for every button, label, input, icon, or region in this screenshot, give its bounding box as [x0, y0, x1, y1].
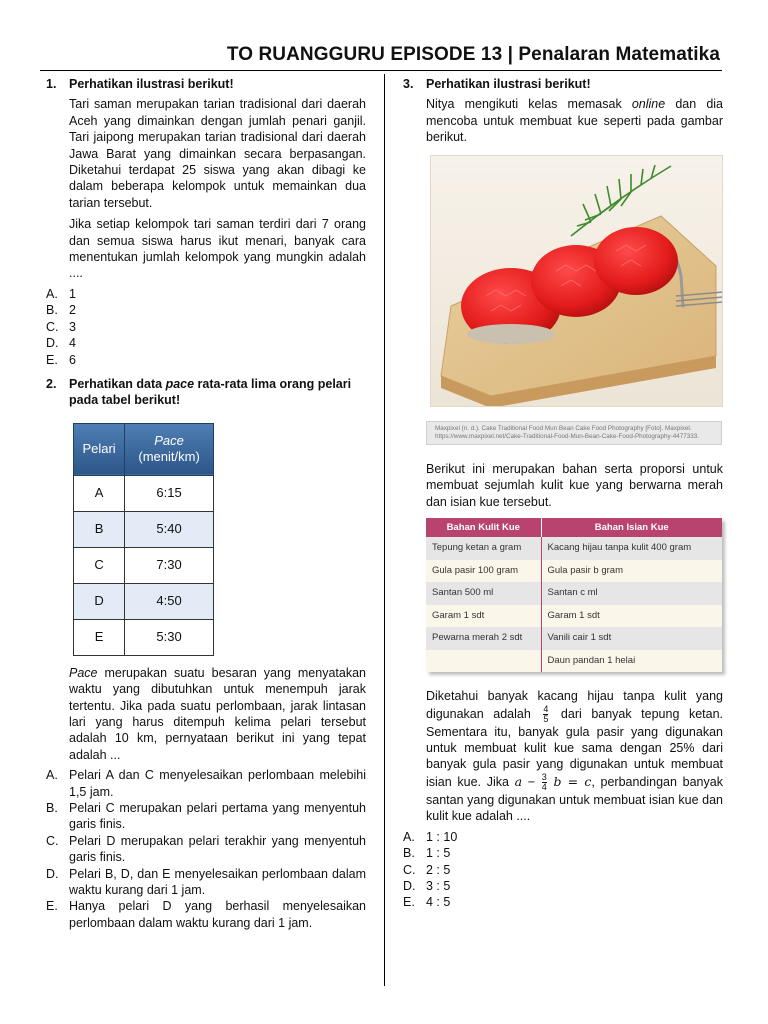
- skin-cell: Tepung ketan a gram: [426, 537, 541, 560]
- paragraph-text: , perbandingan banyak santan yang digunakan untuk membuat isian kue dan kulit kue adalah ....: [426, 774, 723, 824]
- option-text: Hanya pelari D yang berhasil menyelesaikan perlombaan dalam waktu kurang dari 1 jam.: [69, 899, 366, 930]
- skin-cell: Garam 1 sdt: [426, 605, 541, 628]
- page-title: TO RUANGGURU EPISODE 13 | Penalaran Matematika: [226, 44, 720, 65]
- option-letter: E.: [403, 895, 415, 910]
- pace-cell: 5:40: [125, 511, 214, 547]
- filling-cell: Santan c ml: [541, 582, 722, 605]
- table-row: [426, 650, 722, 673]
- option-text: 4: [69, 336, 76, 351]
- question-1-paragraph-1: Tari saman merupakan tarian tradisional dari daerah Aceh yang dimainkan dengan jumlah penari ganjil. Tari jaipong merupakan tarian tradisional dari daerah Jawa Barat yang dimainkan secara berpasangan. Diketahui terdapat 25 siswa yang akan dibagi ke dalam beberapa kelompok untuk memainkan dua tarian tersebut.: [69, 97, 366, 210]
- option-letter: C.: [403, 862, 416, 877]
- paragraph-text: Diketahui banyak kacang hijau tanpa kulit yang digunakan adalah: [426, 689, 723, 721]
- table-row: [426, 537, 722, 560]
- skin-cell: Santan 500 ml: [426, 582, 541, 605]
- fraction-numerator: 3: [541, 771, 547, 782]
- option-text: 3: [69, 319, 76, 334]
- question-3-options: [403, 829, 723, 911]
- option-b[interactable]: [403, 845, 723, 861]
- question-3-title: Perhatikan ilustrasi berikut!: [426, 77, 591, 91]
- cake-photo: [430, 155, 723, 407]
- table-row: [74, 511, 214, 547]
- fraction-three-quarters: [542, 773, 547, 792]
- intro-italic-text: online: [631, 97, 666, 112]
- header-pace-unit: (menit/km): [138, 449, 200, 465]
- option-text: 2 : 5: [426, 862, 451, 877]
- pace-cell: 6:15: [125, 475, 214, 511]
- table-row: [74, 475, 214, 511]
- option-letter: E.: [46, 352, 58, 367]
- table-header-runner: Pelari: [74, 423, 125, 475]
- pace-cell: 7:30: [125, 547, 214, 583]
- option-letter: C.: [46, 319, 59, 334]
- runner-cell: C: [74, 547, 125, 583]
- filling-cell: Vanili cair 1 sdt: [541, 627, 722, 650]
- intro-text: dan dia mencoba untuk membuat kue seperti pada gambar berikut.: [426, 97, 724, 145]
- fraction-four-fifths: [543, 705, 548, 724]
- option-text: Pelari A dan C menyelesaikan perlombaan melebihi 1,5 jam.: [69, 768, 366, 799]
- option-c[interactable]: [46, 833, 366, 866]
- runner-cell: D: [74, 583, 125, 619]
- option-c[interactable]: [403, 862, 723, 878]
- question-2-paragraph: [46, 665, 366, 763]
- option-text: 4 : 5: [426, 895, 451, 910]
- option-letter: A.: [46, 768, 58, 783]
- table-row: [74, 547, 214, 583]
- option-d[interactable]: [46, 866, 366, 899]
- option-letter: D.: [403, 878, 416, 893]
- option-letter: B.: [403, 846, 415, 861]
- option-b[interactable]: [46, 302, 366, 318]
- left-column: [46, 76, 366, 931]
- runner-cell: A: [74, 475, 125, 511]
- pace-cell: 4:50: [125, 583, 214, 619]
- question-3-number: 3.: [403, 77, 414, 91]
- table-row: [426, 627, 722, 650]
- question-2-options: [46, 767, 366, 931]
- question-3-intro: [426, 96, 723, 145]
- option-d[interactable]: [403, 878, 723, 894]
- question-1-heading: [46, 76, 366, 92]
- question-2: [46, 376, 366, 931]
- image-citation: Maxpixel (n. d.). Cake Traditional Food Mun Bean Cake Food Photography [Foto]. Maxpixel. https://www.maxpixel.net/Cake-Traditional-Food-Mun-Bean-Cake-Food-Photography-4477333.: [426, 421, 722, 445]
- skin-cell: Pewarna merah 2 sdt: [426, 627, 541, 650]
- skin-cell: Gula pasir 100 gram: [426, 560, 541, 583]
- question-1-number: 1.: [46, 77, 57, 91]
- table-row: [74, 619, 214, 655]
- ingredients-table-wrapper: [426, 518, 722, 672]
- pace-cell: 5:30: [125, 619, 214, 655]
- table-row: [74, 583, 214, 619]
- intro-text: Nitya mengikuti kelas memasak: [426, 97, 632, 112]
- option-text: Pelari D merupakan pelari terakhir yang menyentuh garis finis.: [69, 833, 366, 865]
- table-header-filling: Bahan Isian Kue: [541, 518, 722, 537]
- option-a[interactable]: [46, 286, 366, 302]
- filling-cell: Kacang hijau tanpa kulit 400 gram: [541, 537, 722, 560]
- table-row: [426, 582, 722, 605]
- option-letter: E.: [46, 899, 58, 914]
- pace-table: [73, 423, 214, 656]
- header-pace-label: Pace: [154, 432, 184, 448]
- runner-cell: E: [74, 619, 125, 655]
- heading-text: Perhatikan data: [69, 376, 166, 391]
- option-a[interactable]: [46, 767, 366, 800]
- title-rule: [40, 70, 722, 71]
- equation-rest: b = c: [553, 773, 592, 789]
- question-1-title: Perhatikan ilustrasi berikut!: [69, 77, 234, 91]
- option-letter: C.: [46, 833, 59, 848]
- paragraph-text: dari banyak tepung ketan. Sementara itu, banyak gula pasir yang digunakan untuk membuat kulit kue sama dengan 25% dari banyak gula pasir yang digunakan untuk membuat isian kue. Jika: [426, 706, 724, 789]
- column-divider: [384, 74, 385, 986]
- italic-term: Pace: [69, 665, 98, 680]
- option-text: 1 : 10: [426, 829, 458, 844]
- filling-cell: Daun pandan 1 helai: [541, 650, 722, 673]
- option-text: Pelari B, D, dan E menyelesaikan perlombaan dalam waktu kurang dari 1 jam.: [69, 866, 366, 897]
- filling-cell: Garam 1 sdt: [541, 605, 722, 628]
- fraction-denominator: 5: [543, 713, 549, 724]
- option-d[interactable]: [46, 335, 366, 351]
- cake-3: [594, 227, 678, 295]
- option-e[interactable]: [46, 352, 366, 368]
- question-2-heading: [46, 376, 366, 409]
- fraction-denominator: 4: [541, 781, 547, 792]
- option-e[interactable]: [403, 894, 723, 910]
- question-1-paragraph-2: Jika setiap kelompok tari saman terdiri dari 7 orang dan semua siswa harus ikut menari, banyak cara menentukan jumlah kelompok yang mungkin adalah ....: [69, 217, 366, 281]
- option-text: 1 : 5: [426, 846, 451, 861]
- option-text: Pelari C merupakan pelari pertama yang menyentuh garis finis.: [69, 800, 366, 832]
- runner-cell: B: [74, 511, 125, 547]
- question-2-title: [69, 376, 366, 409]
- question-1: [46, 76, 366, 368]
- table-row: [426, 560, 722, 583]
- option-letter: D.: [46, 866, 59, 881]
- heading-italic-text: pace: [165, 376, 195, 391]
- question-3-paragraph: [426, 688, 723, 824]
- option-text: 2: [69, 303, 76, 318]
- question-2-number: 2.: [46, 376, 57, 391]
- option-letter: A.: [403, 829, 415, 844]
- paragraph-text: merupakan suatu besaran yang menyatakan waktu yang dibutuhkan untuk menempuh jarak tertentu. Jika pada suatu perlombaan, jarak lintasan lari yang harus ditempuh kelima pelari tersebut adalah 10 km, pernyataan berikut ini yang tepat adalah ...: [69, 665, 366, 762]
- table-header-pace: [125, 423, 214, 475]
- skin-cell: [426, 650, 541, 673]
- option-text: 3 : 5: [426, 878, 451, 893]
- fraction-numerator: 4: [543, 703, 549, 714]
- heading-text: rata-rata lima orang pelari pada tabel berikut!: [69, 376, 352, 408]
- option-letter: B.: [46, 800, 58, 815]
- option-e[interactable]: [46, 898, 366, 931]
- question-3-heading: [403, 76, 723, 92]
- right-column: [403, 76, 723, 911]
- option-text: 1: [69, 286, 76, 301]
- option-b[interactable]: [46, 800, 366, 833]
- option-c[interactable]: [46, 319, 366, 335]
- table-header-skin: Bahan Kulit Kue: [426, 518, 541, 537]
- option-text: 6: [69, 352, 76, 367]
- equation-minus: −: [527, 774, 536, 789]
- question-3: [403, 76, 723, 911]
- ingredients-table: [426, 518, 722, 672]
- option-a[interactable]: [403, 829, 723, 845]
- option-letter: B.: [46, 303, 58, 318]
- question-1-options: [46, 286, 366, 368]
- option-letter: D.: [46, 336, 59, 351]
- table-row: [426, 605, 722, 628]
- equation-var-a: a: [514, 773, 523, 789]
- question-3-ingredients-intro: Berikut ini merupakan bahan serta proporsi untuk membuat sejumlah kulit kue yang berwarna merah dan isian kue tersebut.: [426, 462, 723, 509]
- filling-cell: Gula pasir b gram: [541, 560, 722, 583]
- option-letter: A.: [46, 286, 58, 301]
- cake-illustration: [431, 156, 723, 407]
